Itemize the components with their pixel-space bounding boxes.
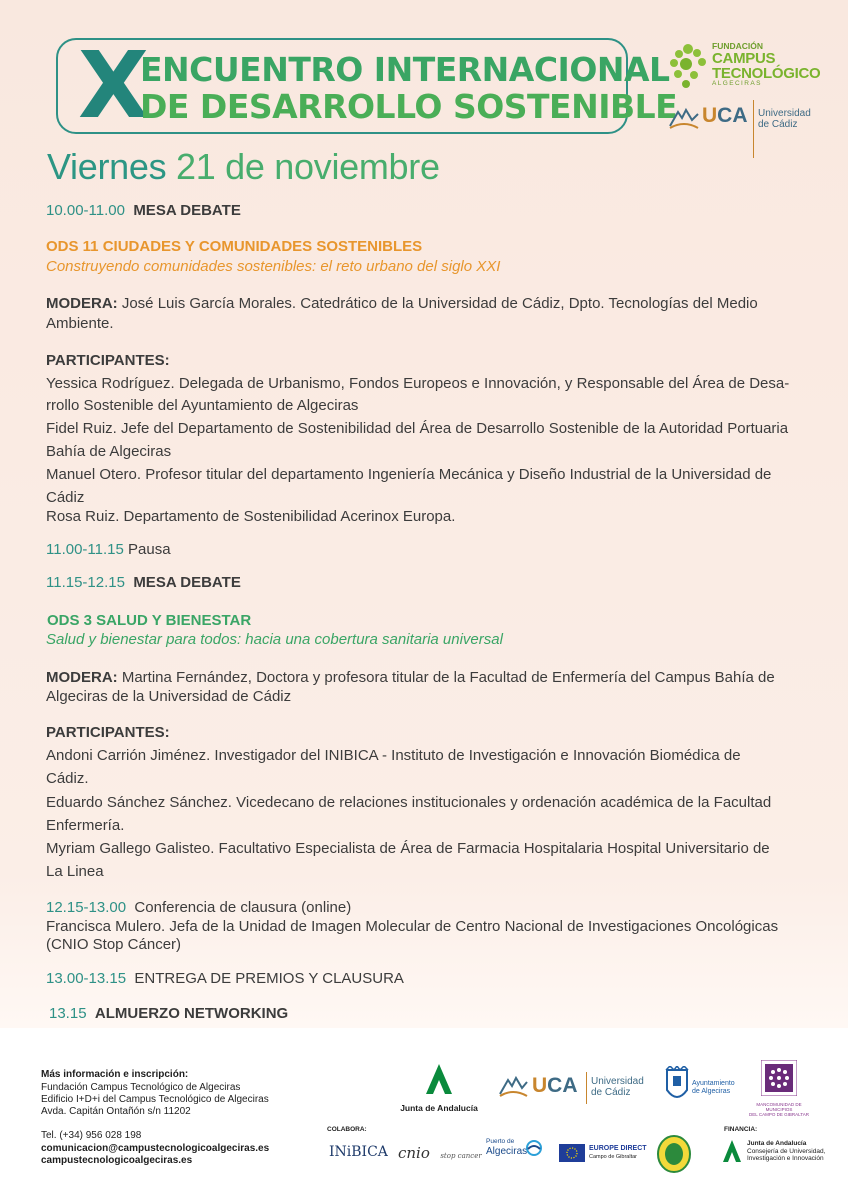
session-2-subtitle: Salud y bienestar para todos: hacia una cobertura sanitaria universal	[46, 631, 503, 648]
participant: Andoni Carrión Jiménez. Investigador del INIBICA - Instituto de Investigación e Innovación Biomédica de	[46, 747, 741, 764]
mancomunidad-label-1: MANCOMUNIDAD DE MUNICIPIOS	[756, 1102, 802, 1112]
session-2-ods: ODS 3 SALUD Y BIENESTAR	[47, 612, 252, 629]
uca-footer-emblem-icon	[498, 1074, 528, 1098]
cnio-stop-label: stop cancer	[440, 1152, 482, 1160]
uca-divider	[753, 100, 754, 158]
fct-label-3: TECNOLÓGICO	[712, 64, 821, 82]
puerto-algeciras-logo	[486, 1138, 546, 1168]
info-line-1: Fundación Campus Tecnológico de Algeciras	[41, 1082, 241, 1093]
mancomunidad-icon	[761, 1060, 797, 1096]
europe-direct-label-1: EUROPE DIRECT	[589, 1145, 647, 1152]
participant: Eduardo Sánchez Sánchez. Vicedecano de relaciones institucionales y ordenación académica de la Facultad	[46, 794, 772, 811]
participant: Rosa Ruiz. Departamento de Sostenibilidad Acerinox Europa.	[46, 508, 456, 525]
campus-tecnologico-icon	[666, 40, 712, 92]
eu-flag-icon	[559, 1144, 585, 1162]
junta-andalucia-logo	[396, 1062, 482, 1112]
title-numeral: X	[78, 32, 149, 139]
uca-letters: UCA	[702, 104, 748, 127]
session-3-heading: 12.15-13.00 Conferencia de clausura (online)	[46, 899, 352, 916]
junta-financia-logo	[721, 1138, 826, 1172]
date-rest: 21 de noviembre	[176, 146, 440, 187]
junta-label: Junta de Andalucía	[400, 1103, 478, 1113]
title-line-2: DE DESARROLLO SOSTENIBLE	[140, 87, 678, 126]
participant: Yessica Rodríguez. Delegada de Urbanismo, Fondos Europeos e Innovación, y Responsable del Área de Desa-	[46, 375, 790, 392]
puerto-label-1: Puerto de	[486, 1138, 515, 1145]
session-1-participants-label: PARTICIPANTES:	[46, 352, 170, 369]
fct-label-2: CAMPUS	[712, 49, 776, 67]
pause-item: 11.00-11.15 Pausa	[46, 541, 171, 558]
junta-financia-label-1: Junta de Andalucía	[747, 1140, 807, 1147]
title-line-1: ENCUENTRO INTERNACIONAL	[140, 50, 670, 89]
participant-cont: Cádiz	[46, 489, 85, 506]
junta-financia-label-3: Investigación e Innovación	[747, 1155, 824, 1162]
session-1-subtitle: Construyendo comunidades sostenibles: el reto urbano del siglo XXI	[46, 258, 501, 275]
participant-cont: Bahía de Algeciras	[46, 443, 172, 460]
inibica-logo: INiBICA	[329, 1144, 388, 1160]
mancomunidad-logo	[744, 1060, 814, 1116]
uca-label-1: Universidad	[758, 108, 811, 119]
fct-label-4: ALGECIRAS	[712, 79, 762, 87]
cnio-label: cnio	[398, 1144, 430, 1162]
uca-label-2: de Cádiz	[758, 119, 798, 130]
campus-tecnologico-logo	[666, 38, 821, 94]
date-weekday: Viernes	[47, 146, 167, 187]
participant: Fidel Ruiz. Jefe del Departamento de Sostenibilidad del Área de Desarrollo Sostenible de la Autoridad Portuaria	[46, 420, 789, 437]
ayuntamiento-label-1: Ayuntamiento	[692, 1080, 735, 1087]
fct-label-1: FUNDACIÓN	[712, 41, 763, 51]
participant-cont: Enfermería.	[46, 817, 125, 834]
session-1-ods: ODS 11 CIUDADES Y COMUNIDADES SOSTENIBLES	[46, 238, 423, 255]
session-5-heading: 13.15 ALMUERZO NETWORKING	[49, 1005, 289, 1022]
phone: Tel. (+34) 956 028 198	[41, 1130, 142, 1141]
uca-footer-label-2: de Cádiz	[591, 1087, 631, 1098]
cnio-logo	[398, 1144, 482, 1163]
ayuntamiento-shield-icon	[664, 1066, 690, 1106]
junta-financia-label-2: Consejería de Universidad,	[747, 1147, 826, 1155]
footer	[0, 1028, 848, 1200]
participant-cont: Cádiz.	[46, 770, 89, 787]
europe-direct-logo	[559, 1144, 659, 1166]
uca-footer-label-1: Universidad	[591, 1076, 644, 1087]
session-1-moderator-cont: Ambiente.	[46, 315, 114, 332]
colabora-label: COLABORA:	[327, 1126, 367, 1133]
uca-footer-logo	[498, 1072, 648, 1106]
europe-direct-label-2: Campo de Gibraltar	[589, 1154, 637, 1160]
event-date	[47, 146, 440, 188]
round-badge-icon	[656, 1134, 692, 1174]
participant: Myriam Gallego Galisteo. Facultativo Especialista de Área de Farmacia Hospitalaria Hospital Universitario de	[46, 840, 770, 857]
session-2-moderator-cont: Algeciras de la Universidad de Cádiz	[46, 688, 292, 705]
puerto-wave-icon	[526, 1140, 542, 1156]
session-3-speaker: Francisca Mulero. Jefa de la Unidad de Imagen Molecular de Centro Nacional de Investigaciones Oncológicas	[46, 918, 779, 935]
session-2-heading: 11.15-12.15 MESA DEBATE	[46, 574, 241, 591]
participant-cont: La Linea	[46, 863, 104, 880]
session-1-heading: 10.00-11.00 MESA DEBATE	[46, 202, 241, 219]
junta-financia-icon	[721, 1140, 743, 1164]
info-line-2: Edificio I+D+i del Campus Tecnológico de Algeciras	[41, 1094, 269, 1105]
participant: Manuel Otero. Profesor titular del departamento Ingeniería Mecánica y Diseño Industrial de la Universidad de	[46, 466, 772, 483]
info-title: Más información e inscripción:	[41, 1069, 189, 1080]
website-link[interactable]: campustecnologicoalgeciras.es	[41, 1155, 193, 1166]
session-1-moderator: MODERA: José Luis García Morales. Catedrático de la Universidad de Cádiz, Dpto. Tecnologías del Medio	[46, 295, 758, 312]
session-3-speaker-cont: (CNIO Stop Cáncer)	[46, 936, 182, 953]
info-line-3: Avda. Capitán Ontañón s/n 11202	[41, 1106, 191, 1117]
uca-logo	[668, 100, 818, 160]
puerto-label-2: Algeciras	[486, 1146, 528, 1157]
session-4-heading: 13.00-13.15 ENTREGA DE PREMIOS Y CLAUSURA	[46, 970, 404, 987]
uca-footer-divider	[586, 1072, 587, 1104]
mancomunidad-label-2: DEL CAMPO DE GIBRALTAR	[749, 1112, 809, 1117]
uca-emblem-icon	[668, 106, 700, 130]
session-2-participants-label: PARTICIPANTES:	[46, 724, 170, 741]
junta-andalucia-icon	[396, 1062, 482, 1098]
session-2-moderator: MODERA: Martina Fernández, Doctora y profesora titular de la Facultad de Enfermería del Campus Bahía de	[46, 669, 775, 686]
uca-footer-letters: UCA	[532, 1074, 578, 1097]
ayuntamiento-logo	[664, 1066, 744, 1112]
ayuntamiento-label-2: de Algeciras	[692, 1088, 731, 1095]
email-link[interactable]: comunicacion@campustecnologicoalgeciras.es	[41, 1143, 270, 1154]
financia-label: FINANCIA:	[724, 1126, 758, 1133]
participant-cont: rrollo Sostenible del Ayuntamiento de Algeciras	[46, 397, 359, 414]
